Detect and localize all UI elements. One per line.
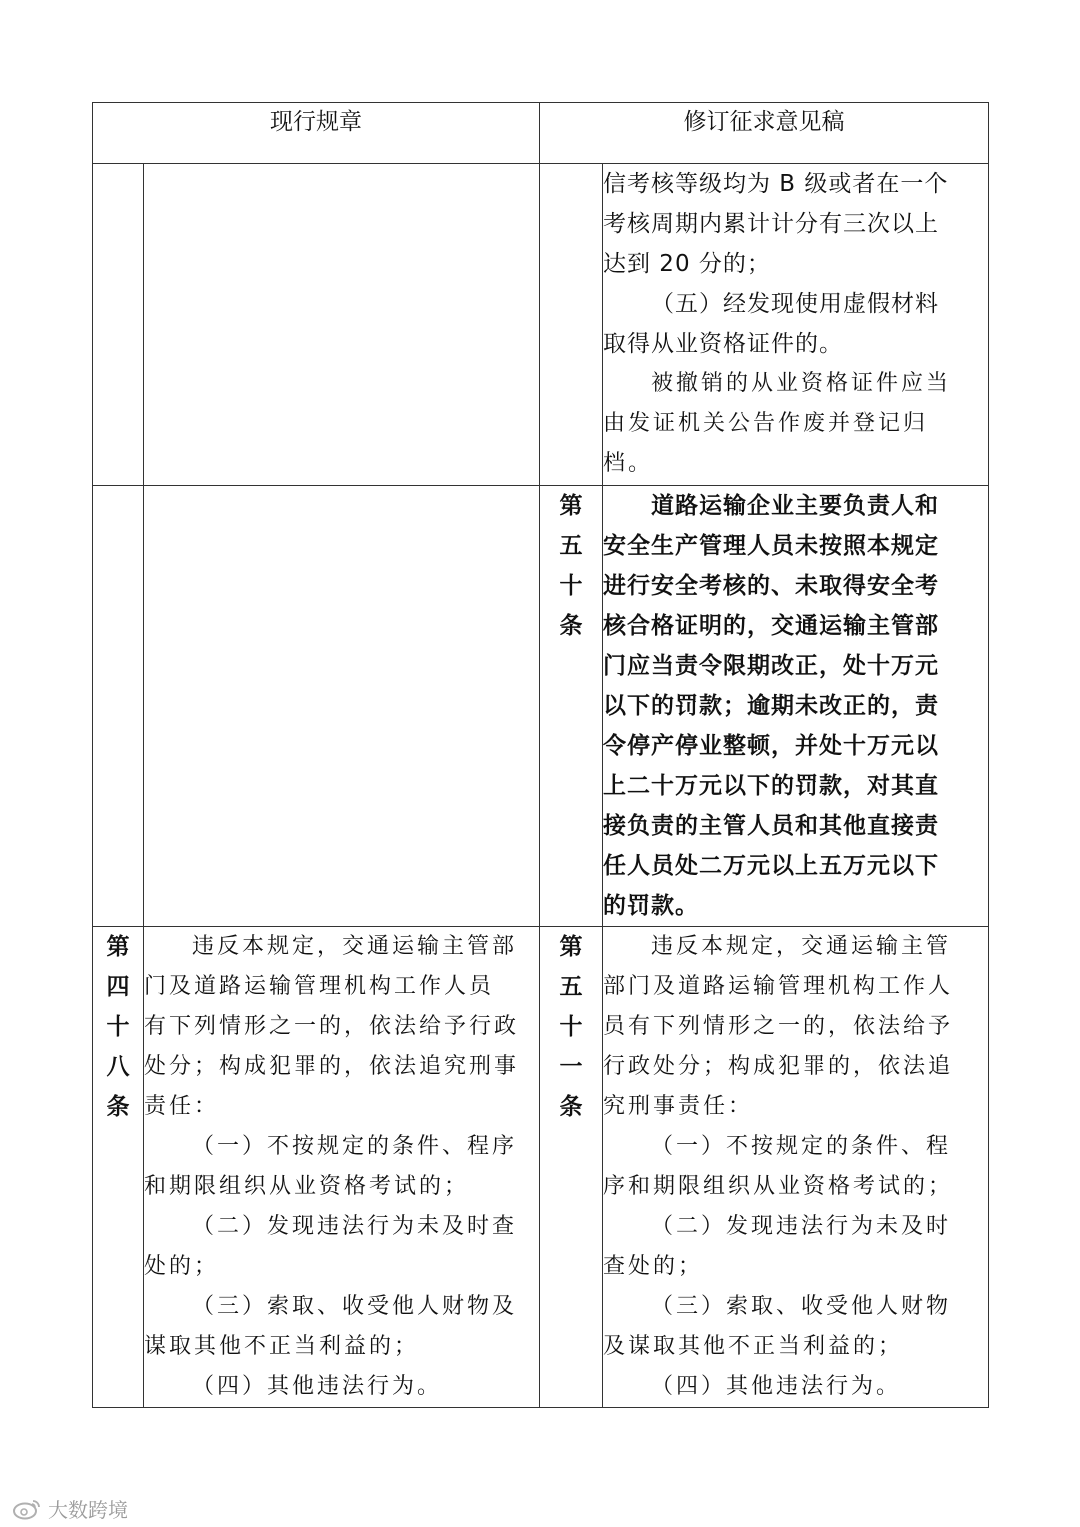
text-line: 由发证机关公告作废并登记归	[603, 411, 929, 436]
text-line: 被撤销的从业资格证件应当	[651, 371, 952, 396]
table-row	[93, 164, 989, 486]
text-line: 接负责的主管人员和其他直接责	[603, 813, 939, 839]
table-row	[93, 927, 989, 1408]
text-line: （五）经发现使用虚假材料	[651, 291, 939, 317]
text-line: 究刑事责任：	[603, 1094, 754, 1119]
text-line: （二）发现违法行为未及时	[651, 1214, 952, 1239]
text-line: 违反本规定，交通运输主管部	[192, 934, 518, 959]
text-line: 档。	[603, 451, 654, 476]
text-line: 以下的罚款；逾期未改正的，责	[603, 693, 939, 719]
text-line: （一）不按规定的条件、程序	[192, 1134, 518, 1159]
text-line: （四）其他违法行为。	[651, 1374, 902, 1399]
text-line: （三）索取、收受他人财物及	[192, 1294, 518, 1319]
text-line: 道路运输企业主要负责人和	[651, 493, 939, 519]
watermark	[12, 1494, 128, 1523]
text-line: 安全生产管理人员未按照本规定	[603, 533, 939, 559]
text-line: （三）索取、收受他人财物	[651, 1294, 952, 1319]
comparison-table	[92, 102, 989, 1408]
revised-article-text	[603, 927, 989, 1408]
current-article-label: 第四十八条	[93, 927, 144, 1408]
text-line: 谋取其他不正当利益的；	[144, 1334, 420, 1359]
text-line: 违反本规定，交通运输主管	[651, 934, 952, 959]
text-line: 门应当责令限期改正，处十万元	[603, 653, 939, 679]
text-line: 及谋取其他不正当利益的；	[603, 1334, 904, 1359]
table-header-row	[93, 103, 989, 164]
current-article-label	[93, 164, 144, 486]
text-line: 行政处分；构成犯罪的，依法追	[603, 1054, 954, 1079]
text-line: 进行安全考核的、未取得安全考	[603, 573, 939, 599]
text-line: （二）发现违法行为未及时查	[192, 1214, 518, 1239]
text-line: 处的；	[144, 1254, 220, 1279]
text-line: （四）其他违法行为。	[192, 1374, 443, 1399]
text-line: 的罚款。	[603, 893, 699, 919]
text-line: 和期限组织从业资格考试的；	[144, 1174, 470, 1199]
revised-article-label: 第五十一条	[540, 927, 603, 1408]
revised-article-label	[540, 164, 603, 486]
watermark-text: 大数跨境	[48, 1498, 128, 1522]
table-row	[93, 486, 989, 927]
header-current-rules: 现行规章	[93, 103, 540, 164]
text-line: 有下列情形之一的，依法给予行政	[144, 1014, 520, 1039]
revised-article-text	[603, 164, 989, 486]
text-line: （一）不按规定的条件、程	[651, 1134, 952, 1159]
text-line: 门及道路运输管理机构工作人员	[144, 974, 495, 999]
current-article-text	[144, 927, 540, 1408]
text-line: 核合格证明的，交通运输主管部	[603, 613, 939, 639]
text-line: 考核周期内累计计分有三次以上	[603, 211, 939, 237]
text-line: 处分；构成犯罪的，依法追究刑事	[144, 1054, 520, 1079]
revised-article-label: 第五十条	[540, 486, 603, 927]
text-line: 查处的；	[603, 1254, 704, 1279]
text-line: 令停产停业整顿，并处十万元以	[603, 733, 939, 759]
revised-article-text	[603, 486, 989, 927]
text-line: 达到 20 分的；	[603, 251, 771, 277]
text-line: 序和期限组织从业资格考试的；	[603, 1174, 954, 1199]
text-line: 信考核等级均为 B 级或者在一个	[603, 171, 949, 197]
text-line: 员有下列情形之一的，依法给予	[603, 1014, 954, 1039]
current-article-label	[93, 486, 144, 927]
text-line: 上二十万元以下的罚款，对其直	[603, 773, 939, 799]
weibo-logo-icon	[12, 1498, 42, 1520]
text-line: 部门及道路运输管理机构工作人	[603, 974, 954, 999]
header-revised-draft: 修订征求意见稿	[540, 103, 989, 164]
text-line: 任人员处二万元以上五万元以下	[603, 853, 939, 879]
text-line: 取得从业资格证件的。	[603, 331, 843, 357]
current-article-text	[144, 164, 540, 486]
text-line: 责任：	[144, 1094, 220, 1119]
current-article-text	[144, 486, 540, 927]
